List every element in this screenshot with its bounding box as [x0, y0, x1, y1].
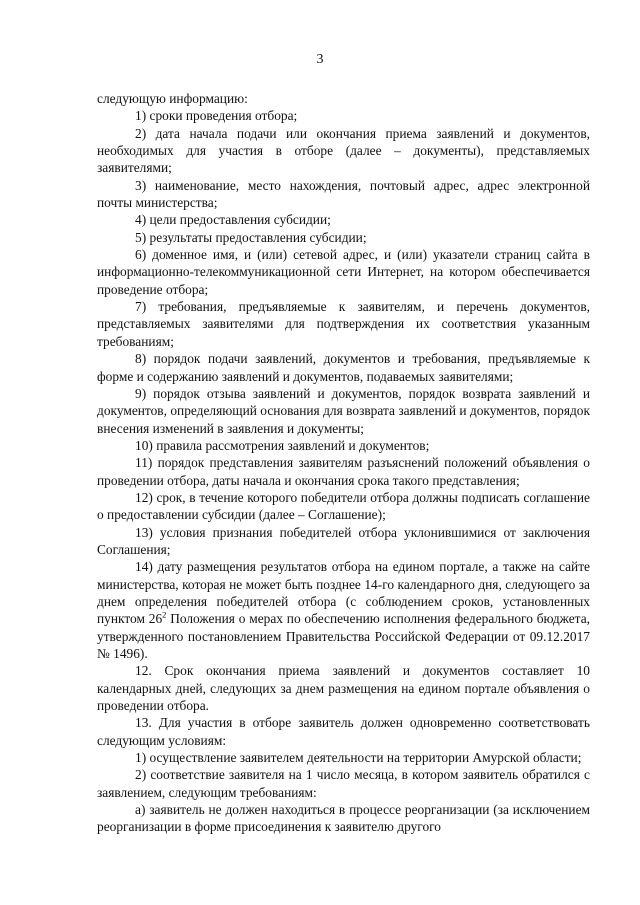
list-item-9: 9) порядок отзыва заявлений и документов, порядок возврата заявлений и документов, определяющий основания для возврата заявлений и документов, порядок внесения изменений в заявления и документы;: [97, 385, 590, 436]
requirement-a: а) заявитель не должен находиться в процессе реорганизации (за исключением реорганизации в форме присоединения к заявителю другого: [97, 802, 590, 835]
footnote-superscript: 2: [162, 609, 167, 620]
list-item-1: 1) сроки проведения отбора;: [135, 108, 298, 124]
list-item-14: [97, 558, 590, 662]
list-item-12: 12) срок, в течение которого победители отбора должны подписать соглашение о предоставлении субсидии (далее – Соглашение);: [97, 489, 590, 523]
condition-2: 2) соответствие заявителя на 1 число месяца, в котором заявитель обратился с заявлением, следующим требованиям:: [97, 767, 590, 800]
section-12-paragraph: 12. Срок окончания приема заявлений и документов составляет 10 календарных дней, следующих за днем размещения на едином портале объявления о проведении отбора.: [97, 663, 590, 714]
list-item-13: 13) условия признания победителей отбора уклонившимися от заключения Соглашения;: [97, 524, 590, 557]
paragraph-intro: следующую информацию:: [97, 91, 248, 106]
page-number: 3: [316, 52, 324, 67]
document-body: [97, 90, 590, 836]
list-item-4: 4) цели предоставления субсидии;: [135, 212, 331, 228]
list-item-7: 7) требования, предъявляемые к заявителям, и перечень документов, представляемых заявителями для подтверждения их соответствия указанным требованиям;: [97, 299, 590, 349]
list-item-14-text-after: Положения о мерах по обеспечению исполнения федерального бюджета, утвержденного постановлением Правительства Российской Федерации от 09.12.2017 № 1496).: [97, 611, 590, 661]
list-item-2: 2) дата начала подачи или окончания приема заявлений и документов, необходимых для участия в отборе (далее – документы), представляемых заявителями;: [97, 125, 590, 176]
list-item-11: 11) порядок представления заявителям разъяснений положений объявления о проведении отбора, даты начала и окончания срока такого представления;: [97, 455, 590, 488]
list-item-8: 8) порядок подачи заявлений, документов и требования, предъявляемые к форме и содержанию заявлений и документов, подаваемых заявителями;: [97, 351, 590, 384]
list-item-5: 5) результаты предоставления субсидии;: [135, 229, 367, 245]
condition-1: 1) осуществление заявителем деятельности на территории Амурской области;: [135, 750, 582, 766]
list-item-6: 6) доменное имя, и (или) сетевой адрес, и (или) указатели страниц сайта в информационно-телекоммуникационной сети Интернет, на котором обеспечивается проведение отбора;: [97, 247, 590, 297]
section-13-paragraph: 13. Для участия в отборе заявитель должен одновременно соответствовать следующим условиям:: [97, 715, 590, 748]
list-item-3: 3) наименование, место нахождения, почтовый адрес, адрес электронной почты министерства;: [97, 177, 590, 211]
list-item-10: 10) правила рассмотрения заявлений и документов;: [135, 437, 430, 453]
list-item-14-text-before: 14) дату размещения результатов отбора на едином портале, а также на сайте министерства, которая не может быть позднее 14-го календарного дня, следующего за днем определения победителей отбора (с соблюдением сроков, установленных пунктом 26: [97, 559, 590, 627]
